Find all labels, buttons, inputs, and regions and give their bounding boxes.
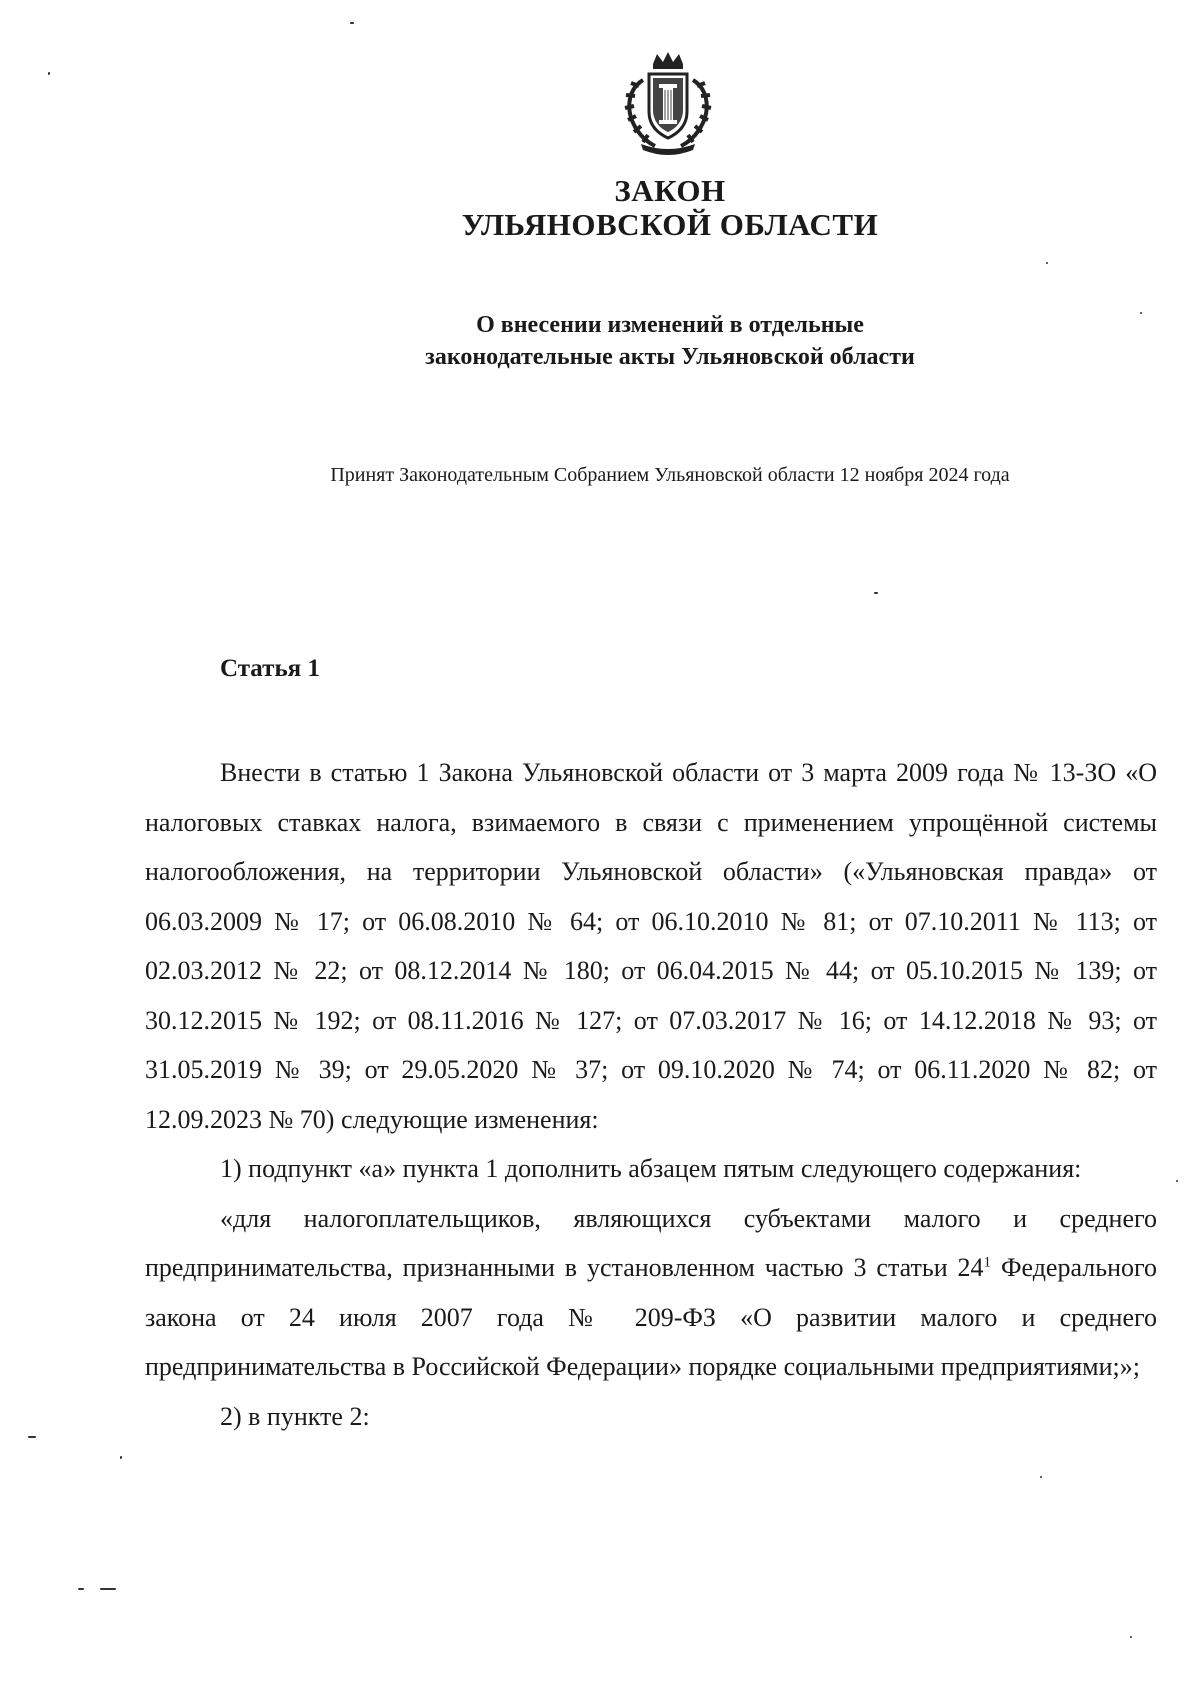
article-heading: Статья 1 (220, 655, 320, 682)
quoted-amendment (145, 1194, 1157, 1392)
scan-speck (78, 1588, 84, 1590)
law-title: ЗАКОН (614, 173, 726, 208)
scan-speck (1176, 1180, 1178, 1182)
article-item-1: 1) подпункт «а» пункта 1 дополнить абзацем пятым следующего содержания: (220, 1154, 1082, 1183)
adoption-statement: Принят Законодательным Собранием Ульяновской области 12 ноября 2024 года (330, 464, 1010, 486)
scan-speck (874, 592, 878, 594)
article-paragraph: Внести в статью 1 Закона Ульяновской области от 3 марта 2009 года № 13-ЗО «О налоговых ставках налога, взимаемого в связи с применением упрощённой системы налогообложения, на территории Ульяновской области» («Ульяновская правда» от 06.03.2009 № 17; от 06.08.2010 № 64; от 06.10.2010 № 81; от 07.10.2011 № 113; от 02.03.2012 № 22; от 08.12.2014 № 180; от 06.04.2015 № 44; от 05.10.2015 № 139; от 30.12.2015 № 192; от 08.11.2016 № 127; от 07.03.2017 № 16; от 14.12.2018 № 93; от 31.05.2019 № 39; от 29.05.2020 № 37; от 09.10.2020 № 74; от 06.11.2020 № 82; от 12.09.2023 № 70) следующие изменения: (145, 758, 1157, 1134)
scan-speck (48, 72, 50, 75)
scan-speck (120, 1456, 122, 1459)
law-subject-line-1: О внесении изменений в отдельные (476, 312, 864, 338)
scan-speck (350, 22, 354, 24)
scan-speck (100, 1588, 116, 1590)
scan-speck (1130, 1636, 1132, 1638)
scan-speck (1140, 312, 1142, 314)
article-item-2: 2) в пункте 2: (220, 1401, 370, 1431)
scan-speck (1046, 262, 1048, 264)
quoted-amendment-part-1: «для налогоплательщиков, являющихся субъектами малого и среднего предпринимательства, признанными в установленном частью 3 статьи 24 (145, 1203, 1157, 1282)
scan-speck (1040, 1476, 1042, 1478)
law-subject-line-2: законодательные акты Ульяновской области (425, 344, 915, 370)
quoted-amendment-part-2: Федерального закона от 24 июля 2007 года № 209-ФЗ «О развитии малого и среднего предпринимательства в Российской Федерации» порядке социальными предприятиями;»; (145, 1253, 1157, 1381)
article-superscript: 1 (983, 1254, 992, 1271)
scan-speck (28, 1436, 36, 1438)
ulyanovsk-coat-of-arms-icon (613, 50, 723, 160)
region-title: УЛЬЯНОВСКОЙ ОБЛАСТИ (461, 207, 879, 242)
article-body (145, 748, 1157, 1441)
